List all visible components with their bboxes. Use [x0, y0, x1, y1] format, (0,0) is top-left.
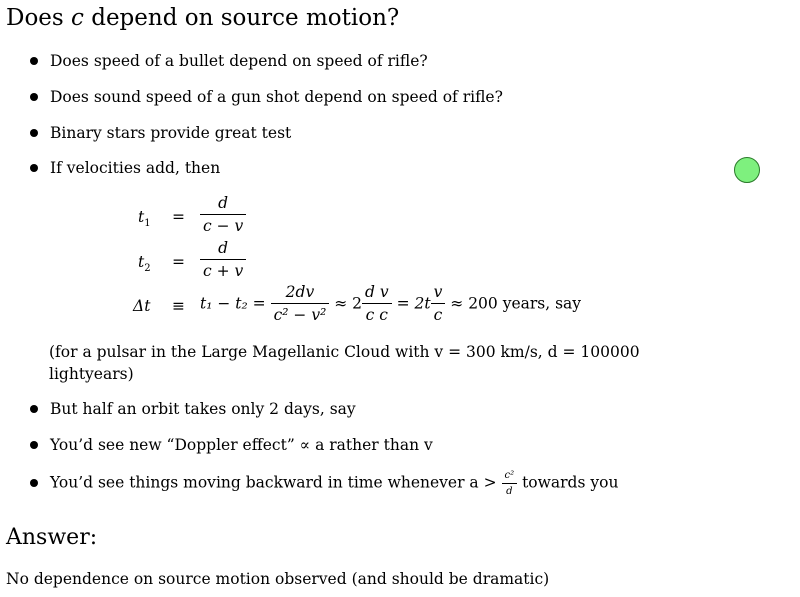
- bullet-item: But half an orbit takes only 2 days, say: [30, 400, 356, 418]
- bullet-icon: [30, 129, 38, 137]
- eq-t1-label: $t_1$: [138, 208, 151, 230]
- bullet-icon: [30, 479, 38, 487]
- eq-dt-sign: ≡: [172, 297, 185, 315]
- bullet-item: Does speed of a bullet depend on speed of rifle?: [30, 52, 428, 70]
- slide-title: Does c depend on source motion?: [6, 5, 400, 31]
- eq-t1-fraction: $\frac{d}{c - v}$: [200, 194, 246, 235]
- bullet-icon: [30, 405, 38, 413]
- status-indicator-dot: [734, 157, 760, 183]
- bullet-icon: [30, 164, 38, 172]
- eq-t2-sign: =: [172, 253, 185, 271]
- eq-t2-label: $t_2$: [138, 253, 151, 275]
- eq-dt-label: Δt: [133, 297, 151, 315]
- bullet-icon: [30, 441, 38, 449]
- bullet-icon: [30, 93, 38, 101]
- answer-text: No dependence on source motion observed (and should be dramatic): [6, 570, 550, 588]
- pulsar-note-line2: lightyears): [49, 365, 134, 383]
- pulsar-note-line1: (for a pulsar in the Large Magellanic Cloud with v = 300 km/s, d = 100000: [49, 343, 640, 361]
- bullet-item: You’d see things moving backward in time whenever a > $\frac{\text{c²}}{d}$ towards you: [30, 470, 618, 497]
- answer-heading: Answer:: [6, 525, 98, 550]
- bullet-icon: [30, 57, 38, 65]
- inline-fraction: $\frac{\text{c²}}{d}$: [502, 470, 518, 497]
- eq-t1-sign: =: [172, 208, 185, 226]
- bullet-item: If velocities add, then: [30, 159, 220, 177]
- eq-t2-fraction: $\frac{d}{c + v}$: [200, 239, 246, 280]
- bullet-item: Binary stars provide great test: [30, 124, 291, 142]
- bullet-item: You’d see new “Doppler effect” ∝ a rather than v: [30, 436, 433, 454]
- bullet-item: Does sound speed of a gun shot depend on speed of rifle?: [30, 88, 503, 106]
- eq-dt-rhs: t₁ − t₂ = $\frac{2dv}{\text{c² − v²}}$ ≈ 2 $\frac{\text{d v}}{\text{c c}}$ = 2t $\frac{v}{c}$ ≈ 200 years, say: [200, 283, 582, 324]
